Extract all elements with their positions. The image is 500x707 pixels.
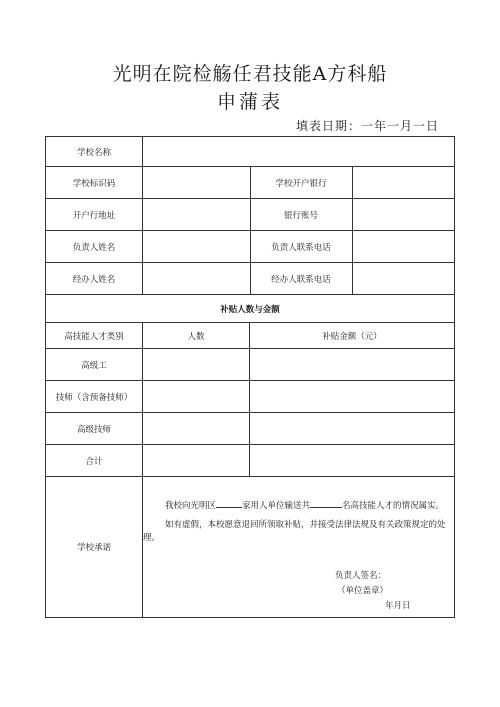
input-handler-phone[interactable] xyxy=(352,263,454,294)
pledge-label: 学校承诺 xyxy=(46,477,143,618)
row-school-code xyxy=(46,167,455,199)
label-school-code: 学校标识码 xyxy=(46,167,143,199)
row-handler xyxy=(46,263,455,295)
pledge-text-c: 名高技能人才的情况属实。 xyxy=(342,501,445,511)
category-technician: 技师（含预备技师） xyxy=(46,381,143,413)
row-subsidy-title xyxy=(46,295,455,323)
table-row xyxy=(46,445,455,477)
label-account-no: 银行账号 xyxy=(283,210,318,221)
label-bank-address: 开户行地址 xyxy=(46,199,143,231)
fill-date: 填表日期：一年一月一日 xyxy=(296,119,440,133)
row-bank-address xyxy=(46,199,455,231)
input-principal-phone[interactable] xyxy=(352,231,454,262)
pledge-line-1 xyxy=(165,499,444,511)
input-school-name[interactable] xyxy=(143,137,455,167)
unit-seal: （单位盖章） xyxy=(337,586,389,596)
input-amount[interactable] xyxy=(250,445,455,477)
blank-employer-count[interactable] xyxy=(216,499,242,508)
col-header-amount: 补贴金额（元） xyxy=(250,323,455,349)
input-bank[interactable] xyxy=(352,167,454,198)
row-handler-cells xyxy=(143,263,455,295)
label-school-name: 学校名称 xyxy=(46,137,143,167)
table-row xyxy=(46,349,455,381)
row-bank-address-cells xyxy=(143,199,455,231)
label-principal-name: 负责人姓名 xyxy=(46,231,143,263)
input-school-code[interactable] xyxy=(143,167,250,198)
row-principal-cells xyxy=(143,231,455,263)
table-row xyxy=(46,413,455,445)
row-subsidy-header xyxy=(46,323,455,349)
input-count[interactable] xyxy=(143,349,250,381)
form-subtitle: 申蒲表 xyxy=(216,91,283,113)
row-pledge xyxy=(46,477,455,618)
input-amount[interactable] xyxy=(250,349,455,381)
pledge-line-3: 理。 xyxy=(143,533,161,543)
category-senior-worker: 高级工 xyxy=(46,349,143,381)
pledge-text-b: 家用人单位输送共 xyxy=(242,501,311,511)
row-principal xyxy=(46,231,455,263)
input-principal-name[interactable] xyxy=(143,231,250,262)
label-handler-phone: 经办人联系电话 xyxy=(271,274,331,285)
label-principal-phone: 负责人联系电话 xyxy=(271,242,331,253)
input-handler-name[interactable] xyxy=(143,263,250,294)
col-header-count: 人数 xyxy=(143,323,250,349)
input-count[interactable] xyxy=(143,445,250,477)
col-header-category: 高技能人才类别 xyxy=(46,323,143,349)
principal-signature: 负责人签名： xyxy=(335,571,387,581)
input-count[interactable] xyxy=(143,381,250,413)
pledge-content xyxy=(143,477,455,618)
category-senior-technician: 高级技师 xyxy=(46,413,143,445)
category-total: 合计 xyxy=(46,445,143,477)
pledge-line-2: 如有虚假，本校愿意退回所领取补贴，并接受法律法规及有关政策规定的处 xyxy=(165,520,446,530)
row-school-code-cells xyxy=(143,167,455,199)
input-account-no[interactable] xyxy=(352,199,454,230)
input-count[interactable] xyxy=(143,413,250,445)
input-bank-address[interactable] xyxy=(143,199,250,230)
table-row xyxy=(46,381,455,413)
pledge-text-a: 我校向光明区 xyxy=(165,501,217,511)
pledge-date: 年月日 xyxy=(385,601,411,611)
label-bank: 学校开户银行 xyxy=(275,178,327,189)
application-form-table xyxy=(45,136,455,618)
label-handler-name: 经办人姓名 xyxy=(46,263,143,295)
form-title: 光明在院检觞任君技能A方科船 xyxy=(112,63,388,85)
input-amount[interactable] xyxy=(250,413,455,445)
blank-talent-count[interactable] xyxy=(310,499,342,508)
subsidy-section-title: 补贴人数与金额 xyxy=(46,295,455,323)
input-amount[interactable] xyxy=(250,381,455,413)
row-school-name xyxy=(46,137,455,167)
